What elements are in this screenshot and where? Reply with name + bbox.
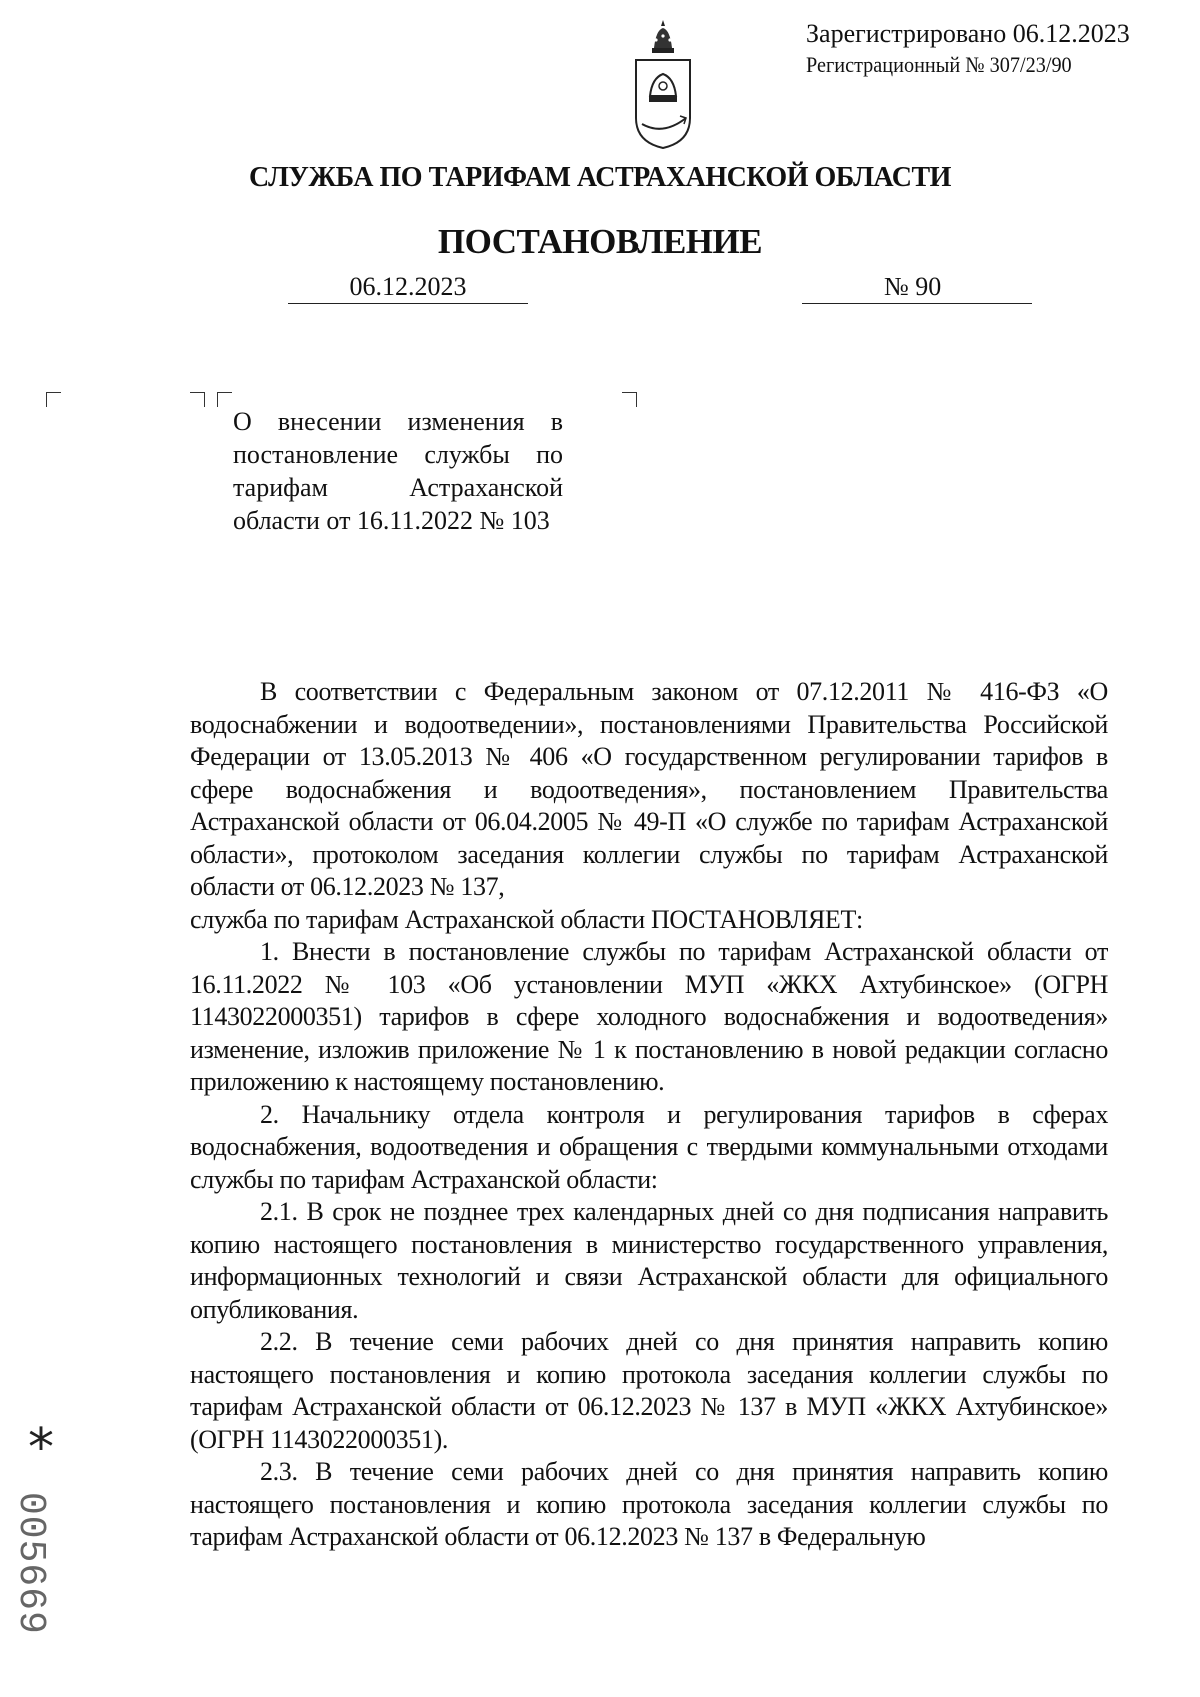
clause-2-2: 2.2. В течение семи рабочих дней со дня принятия направить копию настоящего постановления и копию протокола заседания коллегии службы по тарифам Астраханской области от 06.12.2023 № 137 в МУП «ЖКХ Ахтубинское» (ОГРН 1143022000351). bbox=[190, 1327, 1108, 1454]
resolves-line: служба по тарифам Астраханской области ПОСТАНОВЛЯЕТ: bbox=[190, 904, 863, 934]
organization-name: СЛУЖБА ПО ТАРИФАМ АСТРАХАНСКОЙ ОБЛАСТИ bbox=[249, 162, 951, 193]
document-type: ПОСТАНОВЛЕНИЕ bbox=[437, 222, 763, 261]
document-number-field bbox=[802, 272, 1032, 304]
registration-number: Регистрационный № 307/23/90 bbox=[806, 52, 1072, 77]
margin-serial-code: 005669 bbox=[9, 1492, 52, 1635]
corner-mark bbox=[46, 392, 61, 407]
preamble-paragraph: В соответствии с Федеральным законом от 07.12.2011 № 416-ФЗ «О водоснабжении и водоотведении», постановлениями Правительства Российской Федерации от 13.05.2013 № 406 «О государственном регулировании тарифов в сфере водоснабжения и водоотведения», постановлением Правительства Астраханской области от 06.04.2005 № 49-П «О службе по тарифам Астраханской области», протоколом заседания коллегии службы по тарифам Астраханской области от 06.12.2023 № 137, bbox=[190, 677, 1108, 901]
margin-star: * bbox=[28, 1418, 54, 1478]
clause-1: 1. Внести в постановление службы по тарифам Астраханской области от 16.11.2022 № 103 «Об установлении МУП «ЖКХ Ахтубинское» (ОГРН 1143022000351) тарифов в сфере холодного водоснабжения и водоотведения» изменение, изложив приложение № 1 к постановлению в новой редакции согласно приложению к настоящему постановлению. bbox=[190, 937, 1108, 1096]
corner-mark bbox=[190, 392, 205, 407]
clause-2-1: 2.1. В срок не позднее трех календарных дней со дня подписания направить копию настоящего постановления в министерство государственного управления, информационных технологий и связи Астраханской области для официального опубликования. bbox=[190, 1197, 1108, 1324]
registration-date: Зарегистрировано 06.12.2023 bbox=[806, 19, 1130, 48]
document-body bbox=[190, 676, 1108, 1554]
registration-stamp bbox=[806, 18, 1130, 80]
document-date: 06.12.2023 bbox=[288, 272, 528, 304]
clause-2-3: 2.3. В течение семи рабочих дней со дня принятия направить копию настоящего постановления и копию протокола заседания коллегии службы по тарифам Астраханской области от 06.12.2023 № 137 в Федеральную bbox=[190, 1457, 1108, 1551]
document-subject: О внесении изменения в постановление службы по тарифам Астраханской области от 16.11.2022 № 103 bbox=[233, 407, 563, 535]
coat-of-arms-icon bbox=[632, 18, 694, 150]
corner-mark bbox=[217, 392, 232, 407]
clause-2: 2. Начальнику отдела контроля и регулирования тарифов в сферах водоснабжения, водоотведения и обращения с твердыми коммунальными отходами службы по тарифам Астраханской области: bbox=[190, 1099, 1108, 1194]
document-number: № 90 bbox=[884, 272, 942, 301]
corner-mark bbox=[622, 392, 637, 407]
